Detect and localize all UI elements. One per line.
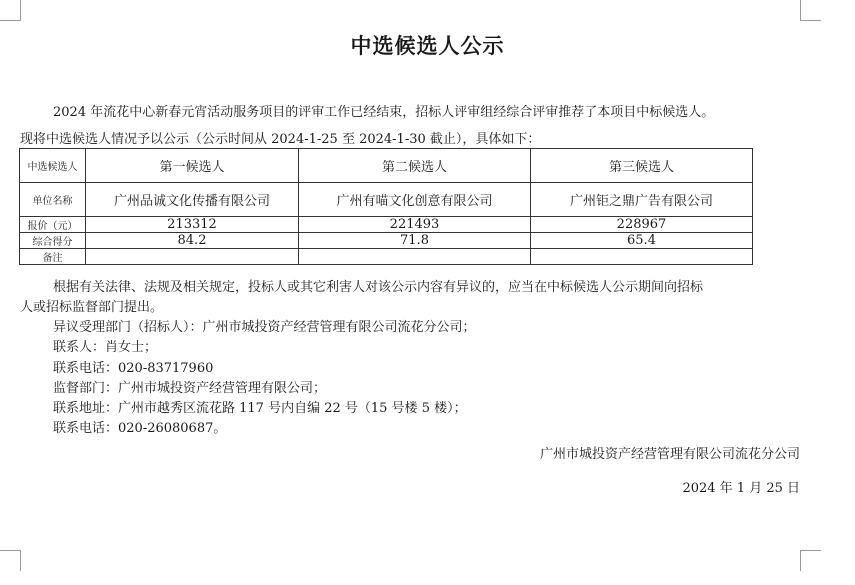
table-row [20, 249, 753, 265]
row-label: 综合得分 [20, 233, 86, 249]
table-row [20, 183, 753, 217]
table-cell: 广州有喵文化创意有限公司 [299, 183, 531, 217]
page-corner-mark [800, 550, 821, 571]
contact-phone-2: 联系电话：020-26080687。 [53, 421, 227, 436]
page-corner-mark [0, 550, 21, 571]
notice-line-2: 人或招标监督部门提出。 [20, 300, 164, 315]
candidate-table [19, 148, 753, 265]
table-cell: 213312 [86, 217, 299, 233]
table-cell [86, 249, 299, 265]
contact-person: 联系人：肖女士； [53, 340, 158, 355]
table-header-row [20, 149, 753, 183]
signature-date: 2024 年 1 月 25 日 [682, 481, 800, 496]
table-row [20, 233, 753, 249]
row-label: 备注 [20, 249, 86, 265]
table-cell: 71.8 [299, 233, 531, 249]
signature-company: 广州市城投资产经营管理有限公司流花分公司 [539, 447, 800, 462]
page-corner-mark [0, 0, 21, 21]
table-header-cell: 中选候选人 [20, 149, 86, 183]
notice-line-1: 根据有关法律、法规及相关规定，投标人或其它利害人对该公示内容有异议的，应当在中标候选人公示期间向招标 [53, 280, 704, 295]
table-header-cell: 第三候选人 [531, 149, 753, 183]
page-title: 中选候选人公示 [350, 34, 505, 58]
table-cell: 65.4 [531, 233, 753, 249]
table-header-cell: 第二候选人 [299, 149, 531, 183]
table-header-cell: 第一候选人 [86, 149, 299, 183]
table-cell: 221493 [299, 217, 531, 233]
objection-dept: 异议受理部门（招标人）：广州市城投资产经营管理有限公司流花分公司； [53, 320, 476, 335]
intro-line-2: 现将中选候选人情况予以公示（公示时间从 2024-1-25 至 2024-1-30 截止），具体如下： [20, 132, 541, 147]
row-label: 报价（元） [20, 217, 86, 233]
intro-line-1: 2024 年流花中心新春元宵活动服务项目的评审工作已经结束，招标人评审组经综合评审推荐了本项目中标候选人。 [53, 105, 715, 120]
supervisor-dept: 监督部门：广州市城投资产经营管理有限公司； [53, 381, 327, 396]
table-cell: 广州品诚文化传播有限公司 [86, 183, 299, 217]
contact-phone-1: 联系电话：020-83717960 [53, 361, 214, 376]
table-row [20, 217, 753, 233]
table-cell: 228967 [531, 217, 753, 233]
table-cell: 广州钜之鼎广告有限公司 [531, 183, 753, 217]
table-cell [531, 249, 753, 265]
page-corner-mark [800, 0, 821, 21]
contact-address: 联系地址：广州市越秀区流花路 117 号内自编 22 号（15 号楼 5 楼）； [53, 401, 467, 416]
table-cell: 84.2 [86, 233, 299, 249]
row-label: 单位名称 [20, 183, 86, 217]
table-cell [299, 249, 531, 265]
